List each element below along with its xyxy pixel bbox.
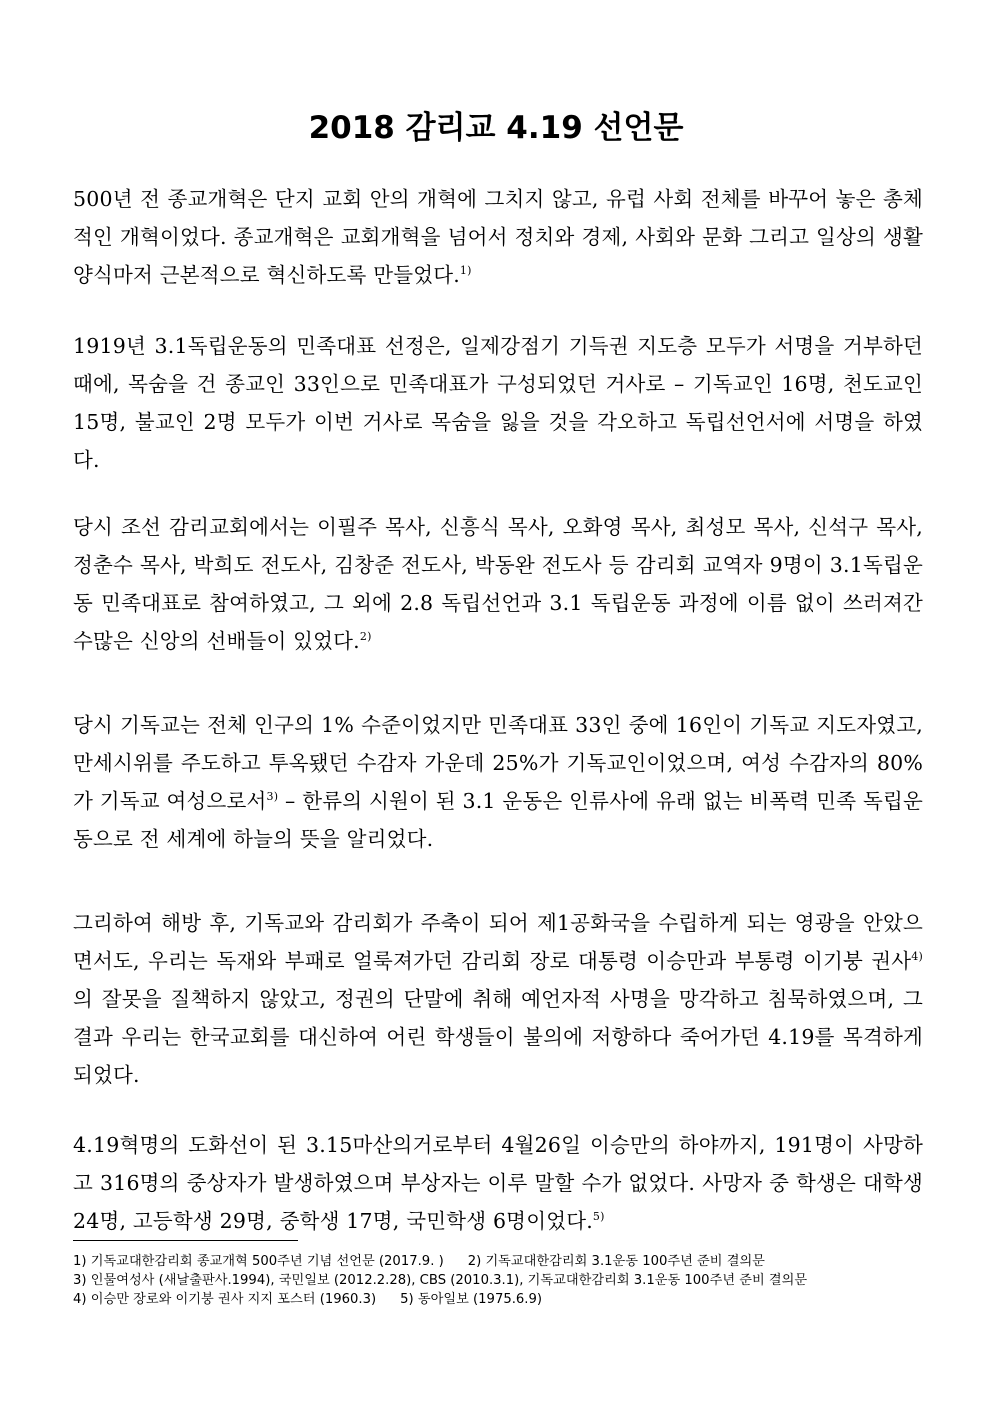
paragraph-text: 1919년 3.1독립운동의 민족대표 선정은, 일제강점기 기득권 지도층 모두가 서명을 거부하던 때에, 목숨을 건 종교인 33인으로 민족대표가 구성되었던 거사로 – 기독교인 16명, 천도교인 15명, 불교인 2명 모두가 이번 거사로 목숨을 잃을 것을 각오하고 독립선언서에 서명을 하였다. [73,334,923,472]
footnote-line [73,1252,933,1271]
footnote-3: 3) 인물여성사 (새날출판사.1994), 국민일보 (2012.2.28), CBS (2010.3.1), 기독교대한감리회 3.1운동 100주년 준비 결의문 [73,1273,808,1288]
footnotes [73,1252,933,1309]
footnote-5: 5) 동아일보 (1975.6.9) [400,1292,543,1307]
paragraph-text: 500년 전 종교개혁은 단지 교회 안의 개혁에 그치지 않고, 유럽 사회 전체를 바꾸어 놓은 총체적인 개혁이었다. 종교개혁은 교회개혁을 넘어서 정치와 경제, 사회와 문화 그리고 일상의 생활양식마저 근본적으로 혁신하도록 만들었다. [73,187,923,287]
paragraph-methodist-leaders [73,508,923,660]
paragraph-text: – 한류의 시원이 된 3.1 운동은 인류사에 유래 없는 비폭력 민족 독립운동으로 전 세계에 하늘의 뜻을 알리었다. [73,789,923,851]
footnote-ref-5: 5) [592,1210,605,1224]
footnote-1: 1) 기독교대한감리회 종교개혁 500주년 기념 선언문 (2017.9. ) [73,1254,444,1269]
paragraph-reformation [73,180,923,294]
footnote-ref-4: 4) [911,950,923,964]
paragraph-april-revolution [73,1126,923,1240]
footnote-2: 2) 기독교대한감리회 3.1운동 100주년 준비 결의문 [467,1254,765,1269]
footnote-ref-3: 3) [266,790,279,804]
paragraph-christian-share [73,706,923,858]
footnote-divider [73,1240,298,1241]
paragraph-march-first [73,327,923,479]
paragraph-text: 의 잘못을 질책하지 않았고, 정권의 단말에 취해 예언자적 사명을 망각하고 침묵하였으며, 그 결과 우리는 한국교회를 대신하여 어린 학생들이 불의에 저항하다 죽어가던 4.19를 목격하게 되었다. [73,987,923,1087]
paragraph-text: 당시 기독교는 전체 인구의 1% 수준이었지만 민족대표 33인 중에 16인이 기독교 지도자였고, 만세시위를 주도하고 투옥됐던 수감자 가운데 25%가 기독교인이었으며, 여성 수감자의 80%가 기독교 여성으로서 [73,713,923,813]
document-title: 2018 감리교 4.19 선언문 [308,110,684,146]
paragraph-after-liberation [73,904,923,1094]
footnote-4: 4) 이승만 장로와 이기붕 권사 지지 포스터 (1960.3) [73,1292,377,1307]
footnote-line [73,1290,933,1309]
footnote-ref-1: 1) [459,264,472,278]
footnote-ref-2: 2) [359,630,372,644]
paragraph-text: 그리하여 해방 후, 기독교와 감리회가 주축이 되어 제1공화국을 수립하게 되는 영광을 안았으면서도, 우리는 독재와 부패로 얼룩져가던 감리회 장로 대통령 이승만과 부통령 이기붕 권사 [73,911,923,973]
paragraph-text: 당시 조선 감리교회에서는 이필주 목사, 신흥식 목사, 오화영 목사, 최성모 목사, 신석구 목사, 정춘수 목사, 박희도 전도사, 김창준 전도사, 박동완 전도사 등 감리회 교역자 9명이 3.1독립운동 민족대표로 참여하였고, 그 외에 2.8 독립선언과 3.1 독립운동 과정에 이름 없이 쓰러져간 수많은 신앙의 선배들이 있었다. [73,515,923,653]
paragraph-text: 4.19혁명의 도화선이 된 3.15마산의거로부터 4월26일 이승만의 하야까지, 191명이 사망하고 316명의 중상자가 발생하였으며 부상자는 이루 말할 수가 없었다. 사망자 중 학생은 대학생 24명, 고등학생 29명, 중학생 17명, 국민학생 6명이었다. [73,1133,923,1233]
